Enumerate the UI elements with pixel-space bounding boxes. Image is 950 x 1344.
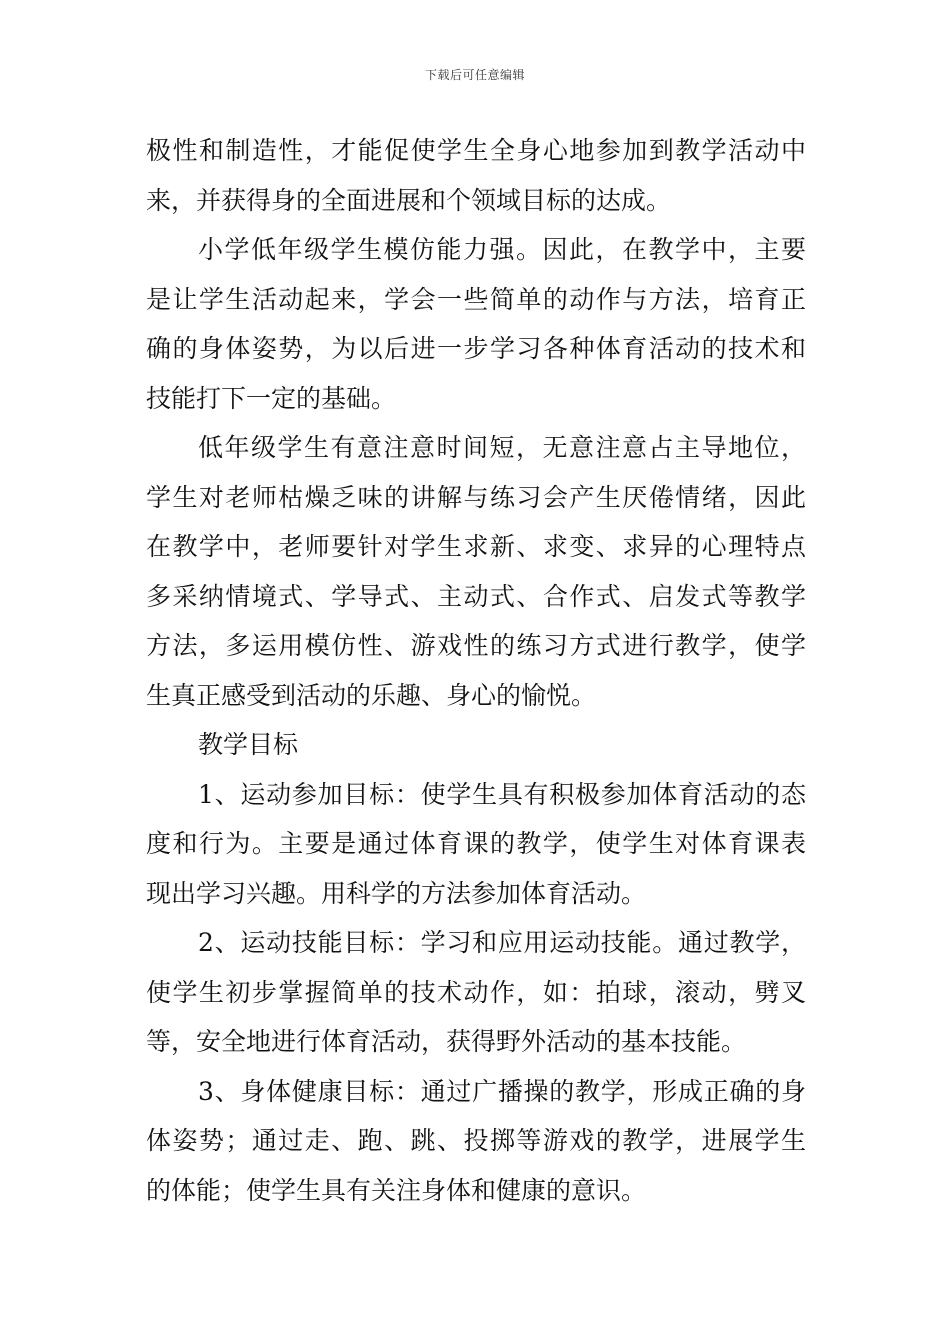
text-line: 确的身体姿势，为以后进一步学习各种体育活动的技术和: [146, 334, 806, 363]
text-line: 3、身体健康目标：通过广播操的教学，形成正确的身: [198, 1076, 806, 1106]
text-line: 学生对老师枯燥乏味的讲解与练习会产生厌倦情绪，因此: [146, 482, 806, 512]
section-heading-teaching-goals: [146, 720, 806, 770]
text-line: 在教学中，老师要针对学生求新、求变、求异的心理特点: [146, 532, 806, 561]
text-line: 来，并获得身的全面进展和个领域目标的达成。: [146, 185, 672, 215]
document-body: [146, 126, 806, 1215]
text-line: 低年级学生有意注意时间短，无意注意占主导地位，: [198, 433, 806, 462]
text-line: 2、运动技能目标：学习和应用运动技能。通过教学，: [198, 928, 806, 957]
text-line: 是让学生活动起来，学会一些简单的动作与方法，培育正: [146, 284, 806, 314]
text-line: 1、运动参加目标：使学生具有积极参加体育活动的态: [198, 779, 806, 809]
text-line: 极性和制造性，才能促使学生全身心地参加到教学活动中: [146, 136, 806, 165]
text-line: 体姿势；通过走、跑、跳、投掷等游戏的教学，进展学生: [146, 1126, 806, 1155]
text-line: 技能打下一定的基础。: [146, 383, 397, 413]
text-line: 的体能；使学生具有关注身体和健康的意识。: [146, 1175, 647, 1205]
goal-item-2: [146, 918, 806, 1067]
text-line: 多采纳情境式、学导式、主动式、合作式、启发式等教学: [146, 581, 806, 611]
goal-item-3: [146, 1067, 806, 1216]
page-header-note: 下载后可任意编辑: [424, 68, 525, 82]
text-line: 生真正感受到活动的乐趣、身心的愉悦。: [146, 680, 597, 710]
text-line: 现出学习兴趣。用科学的方法参加体育活动。: [146, 878, 647, 908]
text-line: 使学生初步掌握简单的技术动作，如：拍球，滚动，劈叉: [146, 977, 806, 1007]
paragraph-attention-span: [146, 423, 806, 720]
paragraph-continuation: [146, 126, 806, 225]
paragraph-imitation-ability: [146, 225, 806, 423]
section-heading: 教学目标: [198, 730, 299, 759]
text-line: 方法，多运用模仿性、游戏性的练习方式进行教学，使学: [146, 631, 806, 660]
text-line: 等，安全地进行体育活动，获得野外活动的基本技能。: [146, 1027, 747, 1056]
text-line: 度和行为。主要是通过体育课的教学，使学生对体育课表: [146, 829, 806, 858]
goal-item-1: [146, 770, 806, 919]
text-line: 小学低年级学生模仿能力强。因此，在教学中，主要: [198, 235, 806, 264]
